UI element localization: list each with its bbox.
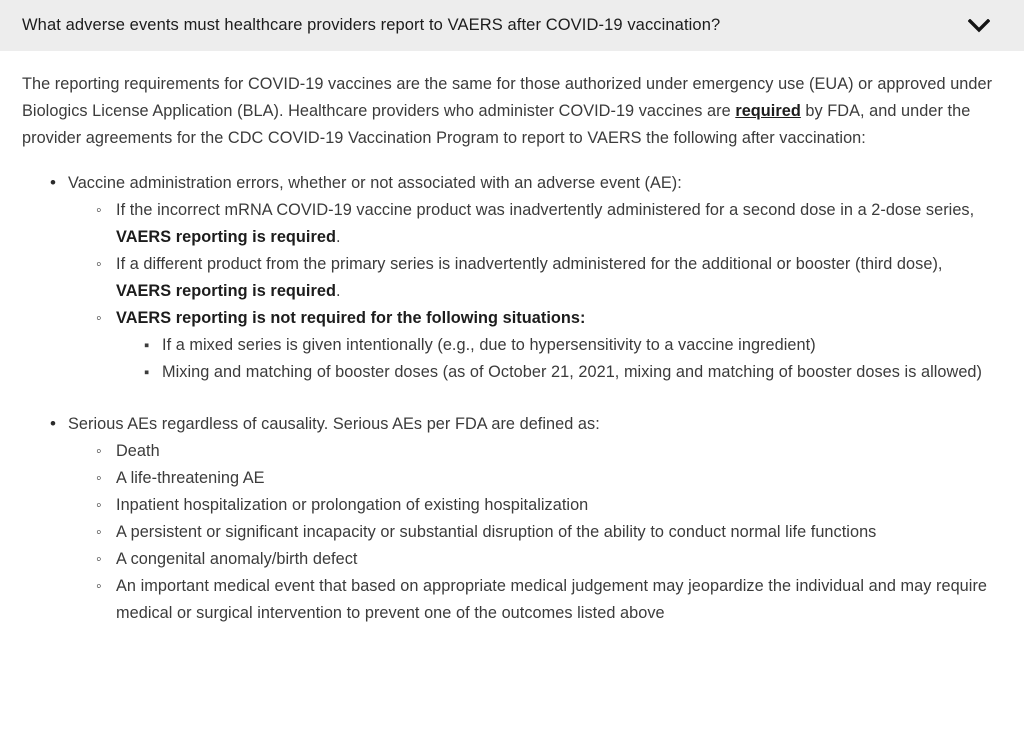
- list-item: [68, 465, 1002, 492]
- list-item: [68, 438, 1002, 465]
- requirements-list: [22, 170, 1002, 627]
- accordion-header-toggle[interactable]: [0, 0, 1024, 52]
- serious-aes-sublist: [68, 438, 1002, 627]
- accordion-title: What adverse events must healthcare providers report to VAERS after COVID-19 vaccination?: [22, 15, 721, 34]
- admin-errors-sublist: [68, 197, 1002, 386]
- serious-ae-label: A persistent or significant incapacity or substantial disruption of the ability to conduct normal life functions: [116, 523, 877, 541]
- serious-ae-label: A life-threatening AE: [116, 469, 265, 487]
- list-item: [68, 492, 1002, 519]
- list-item: [116, 359, 1002, 386]
- intro-text-part2: by FDA, and under the provider agreements for the CDC COVID-19 Vaccination Program to report to VAERS the following after vaccination:: [22, 102, 971, 147]
- list-item: [116, 332, 1002, 359]
- list-item: [68, 519, 1002, 546]
- not-required-heading-label: VAERS reporting is not required for the following situations:: [116, 309, 586, 327]
- sub-item-text-before: If a different product from the primary series is inadvertently administered for the additional or booster (third dose),: [116, 255, 943, 273]
- serious-ae-label: A congenital anomaly/birth defect: [116, 550, 358, 568]
- not-required-item-label: If a mixed series is given intentionally (e.g., due to hypersensitivity to a vaccine ingredient): [162, 336, 816, 354]
- not-required-sublist: [116, 332, 1002, 386]
- list-item: [68, 197, 1002, 251]
- intro-text-part1: The reporting requirements for COVID-19 vaccines are the same for those authorized under emergency use (EUA) or approved under Biologics License Application (BLA). Healthcare providers who administer COVID-19 vaccines are: [22, 75, 993, 120]
- intro-emphasis-required: required: [735, 102, 801, 120]
- chevron-down-icon[interactable]: [966, 13, 992, 39]
- list-item: [68, 573, 1002, 627]
- serious-ae-label: Death: [116, 442, 160, 460]
- list-item-not-required-heading: [68, 305, 1002, 386]
- sub-item-bold: VAERS reporting is required: [116, 228, 336, 246]
- serious-ae-label: An important medical event that based on appropriate medical judgement may jeopardize the individual and may require medical or surgical intervention to prevent one of the outcomes listed above: [116, 577, 988, 622]
- serious-ae-label: Inpatient hospitalization or prolongation of existing hospitalization: [116, 496, 589, 514]
- list-item-admin-errors-label: Vaccine administration errors, whether or not associated with an adverse event (AE):: [68, 174, 682, 192]
- list-item-serious-aes: [22, 411, 1002, 627]
- list-item: [68, 546, 1002, 573]
- sub-item-text-before: If the incorrect mRNA COVID-19 vaccine product was inadvertently administered for a second dose in a 2-dose series,: [116, 201, 975, 219]
- sub-item-text-after: .: [335, 282, 341, 300]
- intro-paragraph: [22, 71, 1002, 152]
- sub-item-text-after: .: [335, 228, 341, 246]
- list-item-admin-errors: [22, 170, 1002, 386]
- accordion-panel: [0, 52, 1024, 627]
- sub-item-bold: VAERS reporting is required: [116, 282, 336, 300]
- list-item-serious-aes-label: Serious AEs regardless of causality. Serious AEs per FDA are defined as:: [68, 415, 600, 433]
- list-item: [68, 251, 1002, 305]
- not-required-item-label: Mixing and matching of booster doses (as of October 21, 2021, mixing and matching of booster doses is allowed): [162, 363, 983, 381]
